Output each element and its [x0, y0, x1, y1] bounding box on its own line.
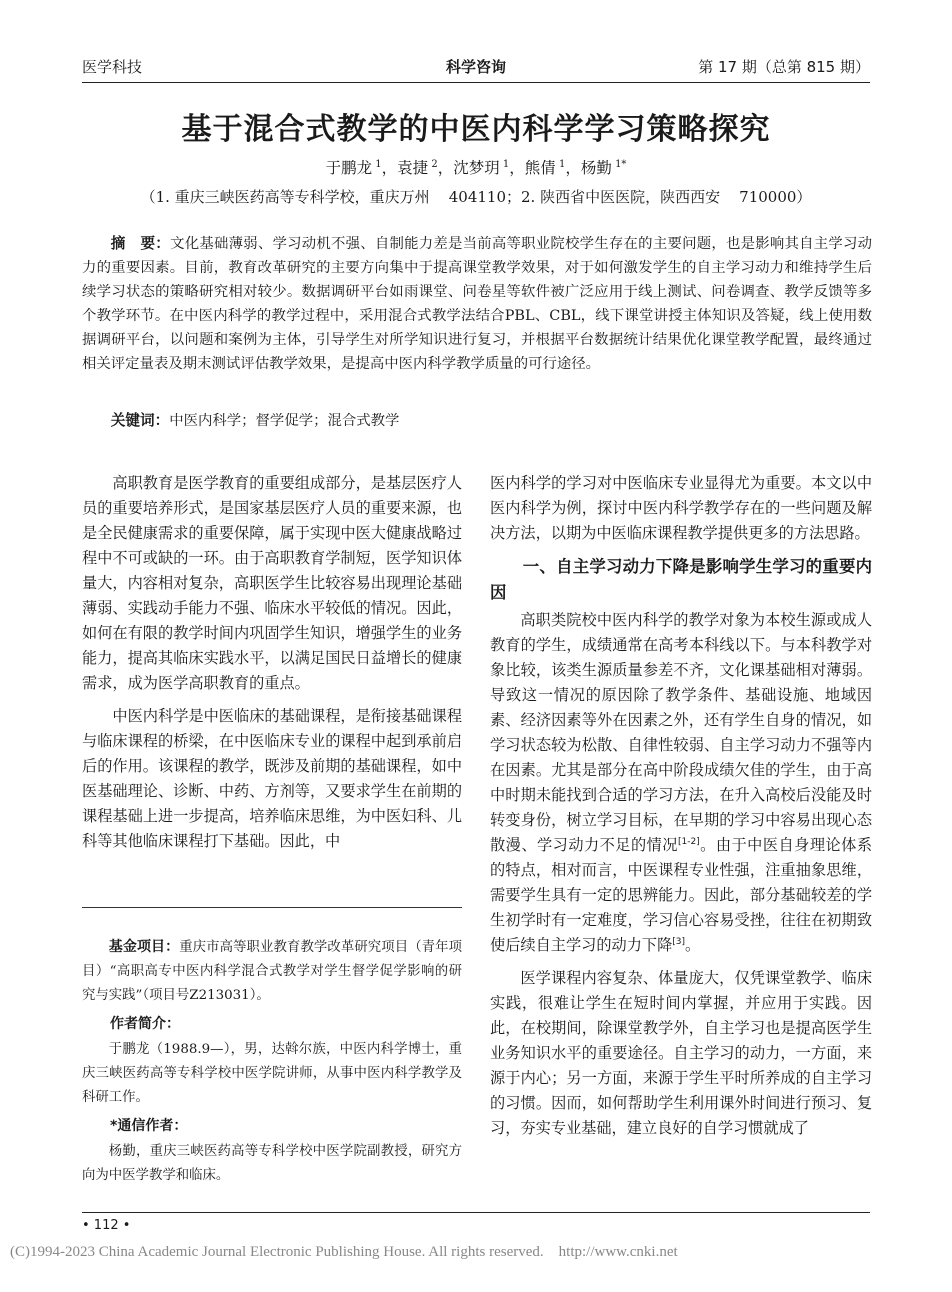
author-bio-label: 作者简介： — [110, 1016, 180, 1032]
author-name: 于鹏龙 — [325, 159, 373, 177]
author-affiliation-marker: 1* — [611, 158, 627, 170]
author-affiliation-marker: 1 — [555, 158, 566, 170]
keywords-label: 关键词： — [110, 412, 170, 429]
abstract-label: 摘 要： — [110, 235, 171, 252]
copyright-notice: (C)1994-2023 China Academic Journal Electronic Publishing House. All rights reserved. http://www.cnki.net — [10, 1244, 678, 1260]
author-name: 袁捷 — [397, 159, 429, 177]
author-name: 杨勤 — [580, 159, 612, 177]
body-paragraph: 中医内科学是中医临床的基础课程，是衔接基础课程与临床课程的桥梁，在中医临床专业的课程中起到承前启后的作用。该课程的教学，既涉及前期的基础课程，如中医基础理论、诊断、中药、方剂等，又要求学生在前期的课程基础上进一步提高，培养临床思维，为中医妇科、儿科等其他临床课程打下基础。因此，中 — [82, 707, 462, 850]
journal-name: 科学咨询 — [445, 58, 506, 76]
author-affiliation-marker: 1 — [372, 158, 382, 170]
abstract-text: 文化基础薄弱、学习动机不强、自制能力差是当前高等职业院校学生存在的主要问题，也是影响其自主学习动力的重要因素。目前，教育改革研究的主要方向集中于提高课堂教学效果，对于如何激发学生的自主学习动力和维持学生后续学习状态的策略研究相对较少。数据调研平台如雨课堂、问卷星等软件被广泛应用于线上测试、问卷调查、教学反馈等多个教学环节。在中医内科学的教学过程中，采用混合式教学法结合PBL、CBL，线下课堂讲授主体知识及答疑，线上使用数据调研平台，以问题和案例为主体，引导学生对所学知识进行复习，并根据平台数据统计结果优化课堂教学配置，最终通过相关评定量表及期末测试评估教学效果，是提高中医内科学教学质量的可行途径。 — [82, 236, 872, 372]
body-column-right — [490, 471, 872, 1149]
corresponding-author-label: *通信作者： — [110, 1118, 188, 1134]
journal-section-label: 医学科技 — [82, 58, 143, 76]
issue-number: 第 17 期（总第 815 期） — [698, 58, 870, 76]
body-paragraph: 高职类院校中医内科学的教学对象为本校生源或成人教育的学生，成绩通常在高考本科线以下。与本科教学对象比较，该类生源质量参差不齐，文化课基础相对薄弱。导致这一情况的原因除了教学条件、基础设施、地域因素、经济因素等外在因素之外，还有学生自身的情况，如学习状态较为松散、自律性较弱、自主学习动力不强等内在因素。尤其是部分在高中阶段成绩欠佳的学生，由于高中时期未能找到合适的学习方法，在升入高校后没能及时转变身份，树立学习目标，在早期的学习中容易出现心态散漫、学习动力不足的情况[1-2]。由于中医自身理论体系的特点，相对而言，中医课程专业性强，注重抽象思维，需要学生具有一定的思辨能力。因此，部分基础较差的学生初学时有一定难度，学习信心容易受挫，往往在初期致使后续自主学习的动力下降[3]。 — [490, 611, 873, 954]
author-affiliation-marker: 2 — [428, 158, 438, 170]
fund-label: 基金项目： — [108, 939, 180, 955]
author-affiliation-marker: 1 — [499, 158, 510, 170]
corresponding-author: 杨勤，重庆三峡医药高等专科学校中医学院副教授，研究方向为中医学教学和临床。 — [82, 1144, 462, 1183]
footer-rule — [82, 1212, 870, 1213]
footnote — [82, 935, 462, 1192]
keywords-text: 中医内科学；督学促学；混合式教学 — [169, 413, 400, 429]
page-number: • 112 • — [82, 1218, 131, 1233]
keywords — [82, 409, 872, 433]
author-name: 熊倩 — [524, 159, 556, 177]
article-title: 基于混合式教学的中医内科学学习策略探究 — [181, 112, 771, 147]
body-paragraph: 医学课程内容复杂、体量庞大，仅凭课堂教学、临床实践，很难让学生在短时间内掌握，并应用于实践。因此，在校期间，除课堂教学外，自主学习也是提高医学生业务知识水平的重要途径。自主学习的动力，一方面，来源于内心；另一方面，来源于学生平时所养成的自主学习的习惯。因而，如何帮助学生利用课外时间进行预习、复习，夯实专业基础，建立良好的自学习惯就成了 — [490, 969, 872, 1137]
section-heading: 一、自主学习动力下降是影响学生学习的重要内因 — [490, 557, 872, 602]
body-column-left — [82, 471, 462, 862]
abstract — [82, 232, 872, 376]
body-paragraph-continued: 医内科学的学习对中医临床专业显得尤为重要。本文以中医内科学为例，探讨中医内科学教学存在的一些问题及解决方法，以期为中医临床课程教学提供更多的方法思路。 — [490, 474, 872, 542]
author-list: 于鹏龙 $^1$，袁捷 $^2$，沈梦玥 $^1$，熊倩 $^1$，杨勤 $^{1*}$ — [325, 158, 627, 177]
citation-ref: [1-2] — [677, 836, 700, 847]
header-rule — [82, 82, 870, 83]
citation-ref: [3] — [672, 936, 685, 947]
footnote-rule — [82, 907, 462, 908]
affiliation: （1. 重庆三峡医药高等专科学校，重庆万州 404110；2. 陕西省中医医院，陕西西安 710000） — [140, 188, 812, 206]
author-bio: 于鹏龙（1988.9—），男，达斡尔族，中医内科学博士，重庆三峡医药高等专科学校中医学院讲师，从事中医内科学教学及科研工作。 — [82, 1042, 462, 1105]
body-paragraph: 高职教育是医学教育的重要组成部分，是基层医疗人员的重要培养形式，是国家基层医疗人员的重要来源，也是全民健康需求的重要保障，属于实现中医大健康战略过程中不可或缺的一环。由于高职教育学制短，医学知识体量大，内容相对复杂，高职医学生比较容易出现理论基础薄弱、实践动手能力不强、临床水平较低的情况。因此，如何在有限的教学时间内巩固学生知识，增强学生的业务能力，提高其临床实践水平，以满足国民日益增长的健康需求，成为医学高职教育的重点。 — [82, 474, 462, 692]
fund-note: 基金项目：重庆市高等职业教育教学改革研究项目（青年项目）“高职高专中医内科学混合式教学对学生督学促学影响的研究与实践”（项目号Z213031）。 — [82, 939, 463, 1003]
author-name: 沈梦玥 — [453, 159, 500, 177]
running-head — [82, 52, 870, 82]
